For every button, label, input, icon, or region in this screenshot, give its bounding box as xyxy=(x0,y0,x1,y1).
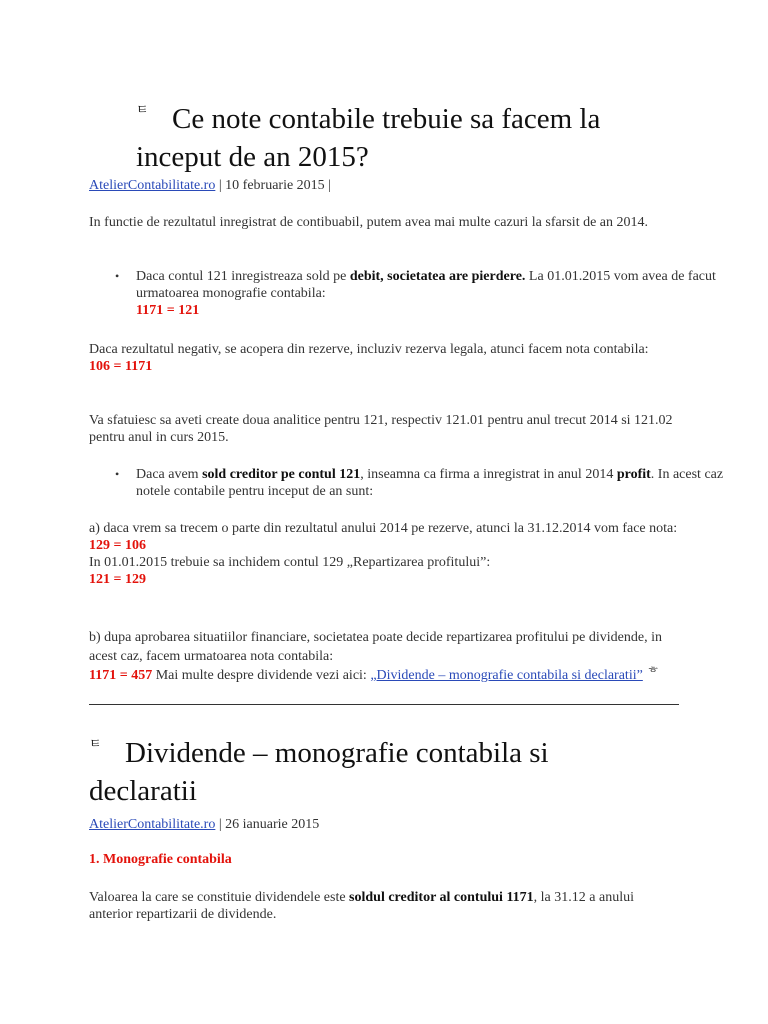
entry-1171-457: 1171 = 457 xyxy=(89,668,153,683)
title-mark-icon: ㅌ xyxy=(89,737,102,752)
bullet-icon: • xyxy=(115,269,120,283)
paragraph-negative-result: Daca rezultatul negativ, se acopera din rezerve, incluziv rezerva legala, atunci facem nota contabila: 106 = 1171 xyxy=(89,342,649,374)
article-2-title xyxy=(89,726,679,810)
section-heading: 1. Monografie contabila xyxy=(89,852,232,867)
paragraph-analytics: Va sfatuiesc sa aveti create doua analitice pentru 121, respectiv 121.01 pentru anul trecut 2014 si 121.02 pentru anul in curs 2015. xyxy=(89,413,673,445)
title-line-1: Ce note contabile trebuie sa facem la xyxy=(172,103,601,135)
title-line-2: inceput de an 2015? xyxy=(136,141,369,173)
article-1-title xyxy=(89,92,679,176)
entry-129-106: 129 = 106 xyxy=(89,538,146,553)
bullet-icon: • xyxy=(115,467,120,481)
bullet-debit: • Daca contul 121 inregistreaza sold pe debit, societatea are pierdere. La 01.01.2015 vom avea de facut urmatoarea monografie contabila: 1171 = 121 xyxy=(115,269,716,318)
article-2-meta xyxy=(89,817,679,833)
title-mark-icon: ㅌ xyxy=(136,103,149,118)
paragraph-a: a) daca vrem sa trecem o parte din rezultatul anului 2014 pe rezerve, atunci la 31.12.2014 vom face nota: 129 = 106 In 01.01.2015 trebuie sa inchidem contul 129 „Repartizarea profitului”: 121 = 129 xyxy=(89,521,678,587)
entry-106-1171: 106 = 1171 xyxy=(89,359,153,374)
bullet-credit: • Daca avem sold creditor pe contul 121, inseamna ca firma a inregistrat in anul 2014 profit. In acest caz notele contabile pentru inceput de an sunt: xyxy=(115,467,724,499)
title-line-1: Dividende – monografie contabila si xyxy=(125,737,549,769)
title-line-2: declaratii xyxy=(89,775,197,807)
paragraph-dividend-value: Valoarea la care se constituie dividendele este soldul creditor al contului 1171, la 31.12 a anului anterior repartizarii de dividende. xyxy=(89,890,634,922)
article-date: | 10 februarie 2015 | xyxy=(215,178,331,193)
site-link[interactable]: AtelierContabilitate.ro xyxy=(89,817,216,832)
dividende-link[interactable]: „Dividende – monografie contabila si declaratii” xyxy=(370,668,643,683)
intro-paragraph: In functie de rezultatul inregistrat de contibuabil, putem avea mai multe cazuri la sfarsit de an 2014. xyxy=(89,215,649,230)
site-link[interactable]: AtelierContabilitate.ro xyxy=(89,178,216,193)
article-date: | 26 ianuarie 2015 xyxy=(215,817,320,832)
article-divider xyxy=(89,704,679,705)
entry-1171-121: 1171 = 121 xyxy=(136,303,200,318)
paragraph-b: b) dupa aprobarea situatiilor financiare, societatea poate decide repartizarea profitului pe dividende, in acest caz, facem urmatoarea nota contabila: 1171 = 457 Mai multe despre dividende vezi aici: „Dividende – monografie contabila si declaratii” ᄒ xyxy=(89,630,662,683)
article-1-meta xyxy=(89,178,679,194)
entry-121-129: 121 = 129 xyxy=(89,572,146,587)
end-mark-icon: ᄒ xyxy=(646,668,660,683)
